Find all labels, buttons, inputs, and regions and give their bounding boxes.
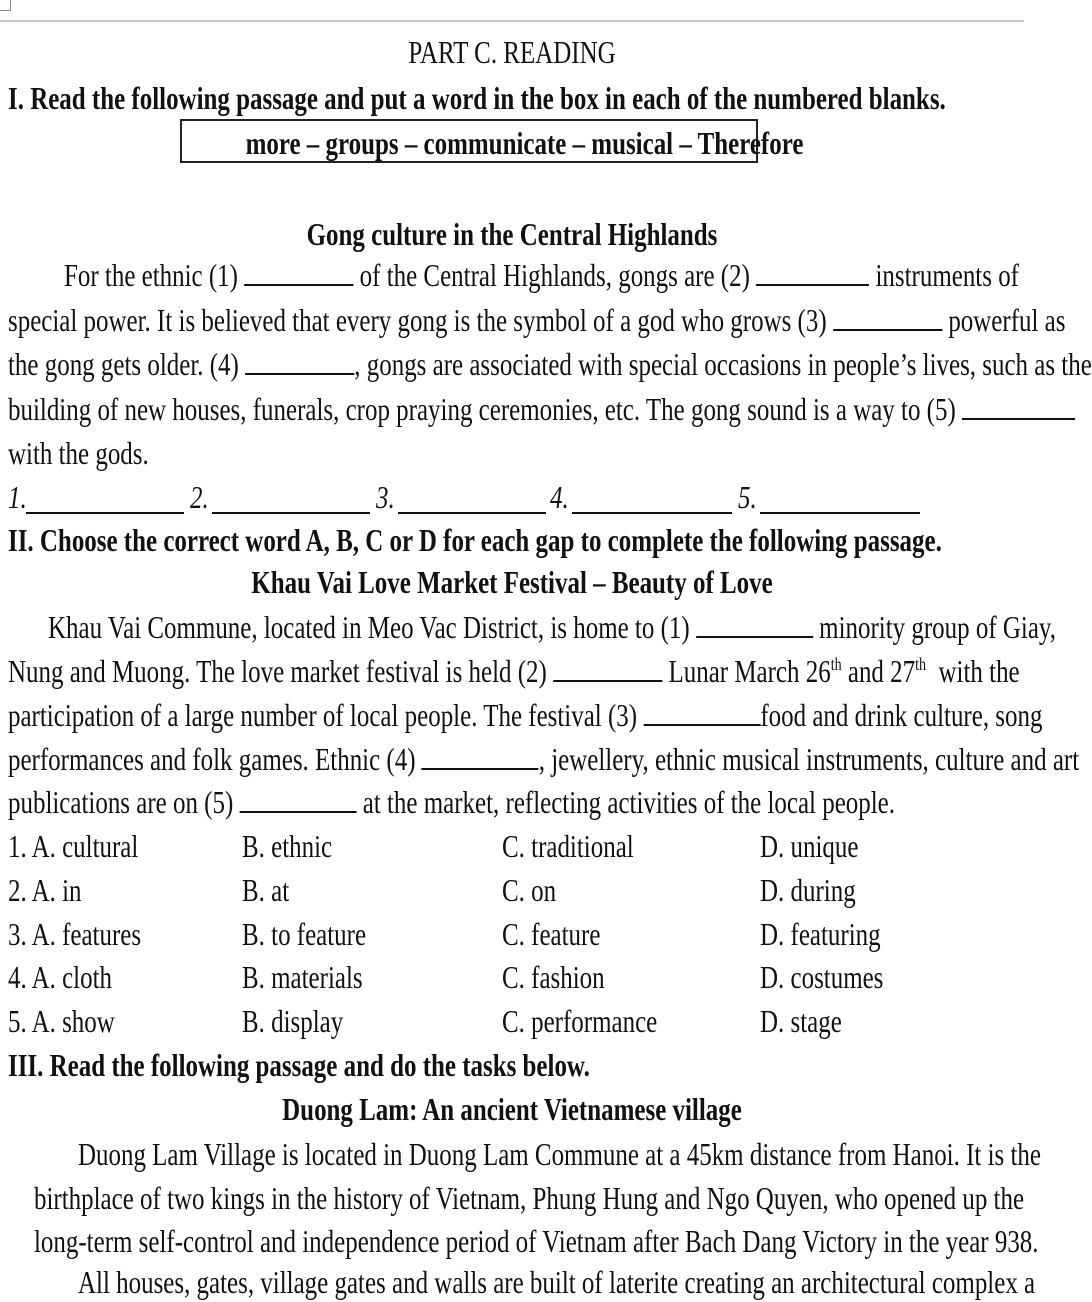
gap-5[interactable]: [240, 783, 357, 813]
option-5b[interactable]: B. display: [242, 1003, 344, 1039]
s2-line-4: [8, 739, 1079, 779]
blank-2[interactable]: [756, 256, 869, 286]
blank-5[interactable]: [962, 390, 1075, 420]
s2-text: publications are on (5): [8, 784, 234, 820]
s1-text: For the ethnic (1): [64, 257, 238, 293]
s2-text: food and drink culture, song: [760, 697, 1043, 733]
blank-3[interactable]: [833, 301, 942, 331]
blank-1[interactable]: [244, 256, 353, 286]
option-4b[interactable]: B. materials: [242, 959, 363, 995]
section1-title: Gong culture in the Central Highlands: [306, 216, 718, 252]
s1-line-3: [8, 344, 1092, 384]
option-5a[interactable]: 5. A. show: [8, 1003, 115, 1039]
option-3b[interactable]: B. to feature: [242, 916, 367, 952]
answer-blank-3[interactable]: [398, 512, 546, 514]
superscript: th: [915, 654, 927, 674]
word-box-text: more – groups – communicate – musical – Therefore: [245, 125, 804, 161]
option-4d[interactable]: D. costumes: [760, 959, 884, 995]
s2-line-1: [48, 607, 1056, 647]
s2-line-2: [8, 651, 1020, 691]
option-4a[interactable]: 4. A. cloth: [8, 959, 112, 995]
s2-text: performances and folk games. Ethnic (4): [8, 741, 416, 777]
section3-instruction: III. Read the following passage and do the tasks below.: [8, 1047, 590, 1083]
gap-1[interactable]: [696, 608, 813, 638]
option-2a[interactable]: 2. A. in: [8, 872, 82, 908]
corner-marker: [0, 0, 11, 11]
s1-text: of the Central Highlands, gongs are (2): [359, 257, 750, 293]
gap-3[interactable]: [643, 696, 760, 726]
s3-line-4: All houses, gates, village gates and walls are built of laterite creating an architectural complex a: [78, 1264, 1036, 1300]
answer-label-2: 2.: [190, 479, 209, 515]
s1-line-4: [8, 389, 1075, 429]
s2-text: with the: [938, 653, 1020, 689]
answer-blank-1[interactable]: [26, 512, 184, 514]
answer-blank-5[interactable]: [760, 512, 920, 514]
s2-text: Khau Vai Commune, located in Meo Vac District, is home to (1): [48, 609, 690, 645]
answer-label-3: 3.: [376, 479, 395, 515]
option-2b[interactable]: B. at: [242, 872, 290, 908]
superscript: th: [830, 654, 842, 674]
s3-line-3: long-term self-control and independence period of Vietnam after Bach Dang Victory in the year 938.: [34, 1223, 1039, 1259]
option-5d[interactable]: D. stage: [760, 1003, 842, 1039]
s2-text: participation of a large number of local people. The festival (3): [8, 697, 638, 733]
s2-text: and 27: [847, 653, 916, 689]
s1-text: , gongs are associated with special occasions in people’s lives, such as the: [354, 346, 1092, 382]
s2-text: minority group of Giay,: [819, 609, 1057, 645]
s3-line-1: Duong Lam Village is located in Duong Lam Commune at a 45km distance from Hanoi. It is the: [78, 1136, 1041, 1172]
option-1c[interactable]: C. traditional: [502, 828, 634, 864]
section3-title: Duong Lam: An ancient Vietnamese village: [282, 1091, 742, 1127]
option-1b[interactable]: B. ethnic: [242, 828, 333, 864]
part-title: PART C. READING: [408, 34, 616, 70]
option-1d[interactable]: D. unique: [760, 828, 859, 864]
gap-2[interactable]: [553, 652, 662, 682]
option-2d[interactable]: D. during: [760, 872, 856, 908]
s2-line-3: [8, 695, 1042, 735]
s2-text: at the market, reflecting activities of the local people.: [362, 784, 895, 820]
word-box: [180, 119, 804, 163]
section2-instruction: II. Choose the correct word A, B, C or D for each gap to complete the following passage.: [8, 522, 942, 558]
answer-label-5: 5.: [738, 479, 757, 515]
option-5c[interactable]: C. performance: [502, 1003, 658, 1039]
section1-instruction: I. Read the following passage and put a word in the box in each of the numbered blanks.: [8, 80, 946, 116]
option-3c[interactable]: C. feature: [502, 916, 601, 952]
s2-line-5: [8, 782, 895, 822]
s1-text: the gong gets older. (4): [8, 346, 239, 382]
option-3d[interactable]: D. featuring: [760, 916, 881, 952]
s1-line-5: with the gods.: [8, 435, 149, 471]
s2-text: , jewellery, ethnic musical instruments, culture and art: [538, 741, 1080, 777]
option-3a[interactable]: 3. A. features: [8, 916, 142, 952]
blank-4[interactable]: [245, 345, 354, 375]
s3-line-2: birthplace of two kings in the history of Vietnam, Phung Hung and Ngo Quyen, who opened up the: [34, 1180, 1025, 1216]
answer-blank-4[interactable]: [572, 512, 732, 514]
section2-title: Khau Vai Love Market Festival – Beauty of Love: [251, 564, 773, 600]
answer-blank-2[interactable]: [212, 512, 370, 514]
answer-label-1: 1.: [8, 479, 27, 515]
s2-text: Nung and Muong. The love market festival is held (2): [8, 653, 547, 689]
answer-label-4: 4.: [550, 479, 569, 515]
option-1a[interactable]: 1. A. cultural: [8, 828, 139, 864]
s1-line-2: [8, 300, 1065, 340]
top-divider: [0, 20, 1024, 22]
option-4c[interactable]: C. fashion: [502, 959, 605, 995]
s1-text: powerful as: [948, 302, 1066, 338]
s1-text: special power. It is believed that every gong is the symbol of a god who grows (3): [8, 302, 827, 338]
s1-line-1: [64, 255, 1019, 295]
s1-text: building of new houses, funerals, crop praying ceremonies, etc. The gong sound is a way to (5): [8, 391, 956, 427]
gap-4[interactable]: [422, 740, 539, 770]
s2-text: Lunar March 26: [668, 653, 831, 689]
option-2c[interactable]: C. on: [502, 872, 557, 908]
s1-text: instruments of: [875, 257, 1019, 293]
